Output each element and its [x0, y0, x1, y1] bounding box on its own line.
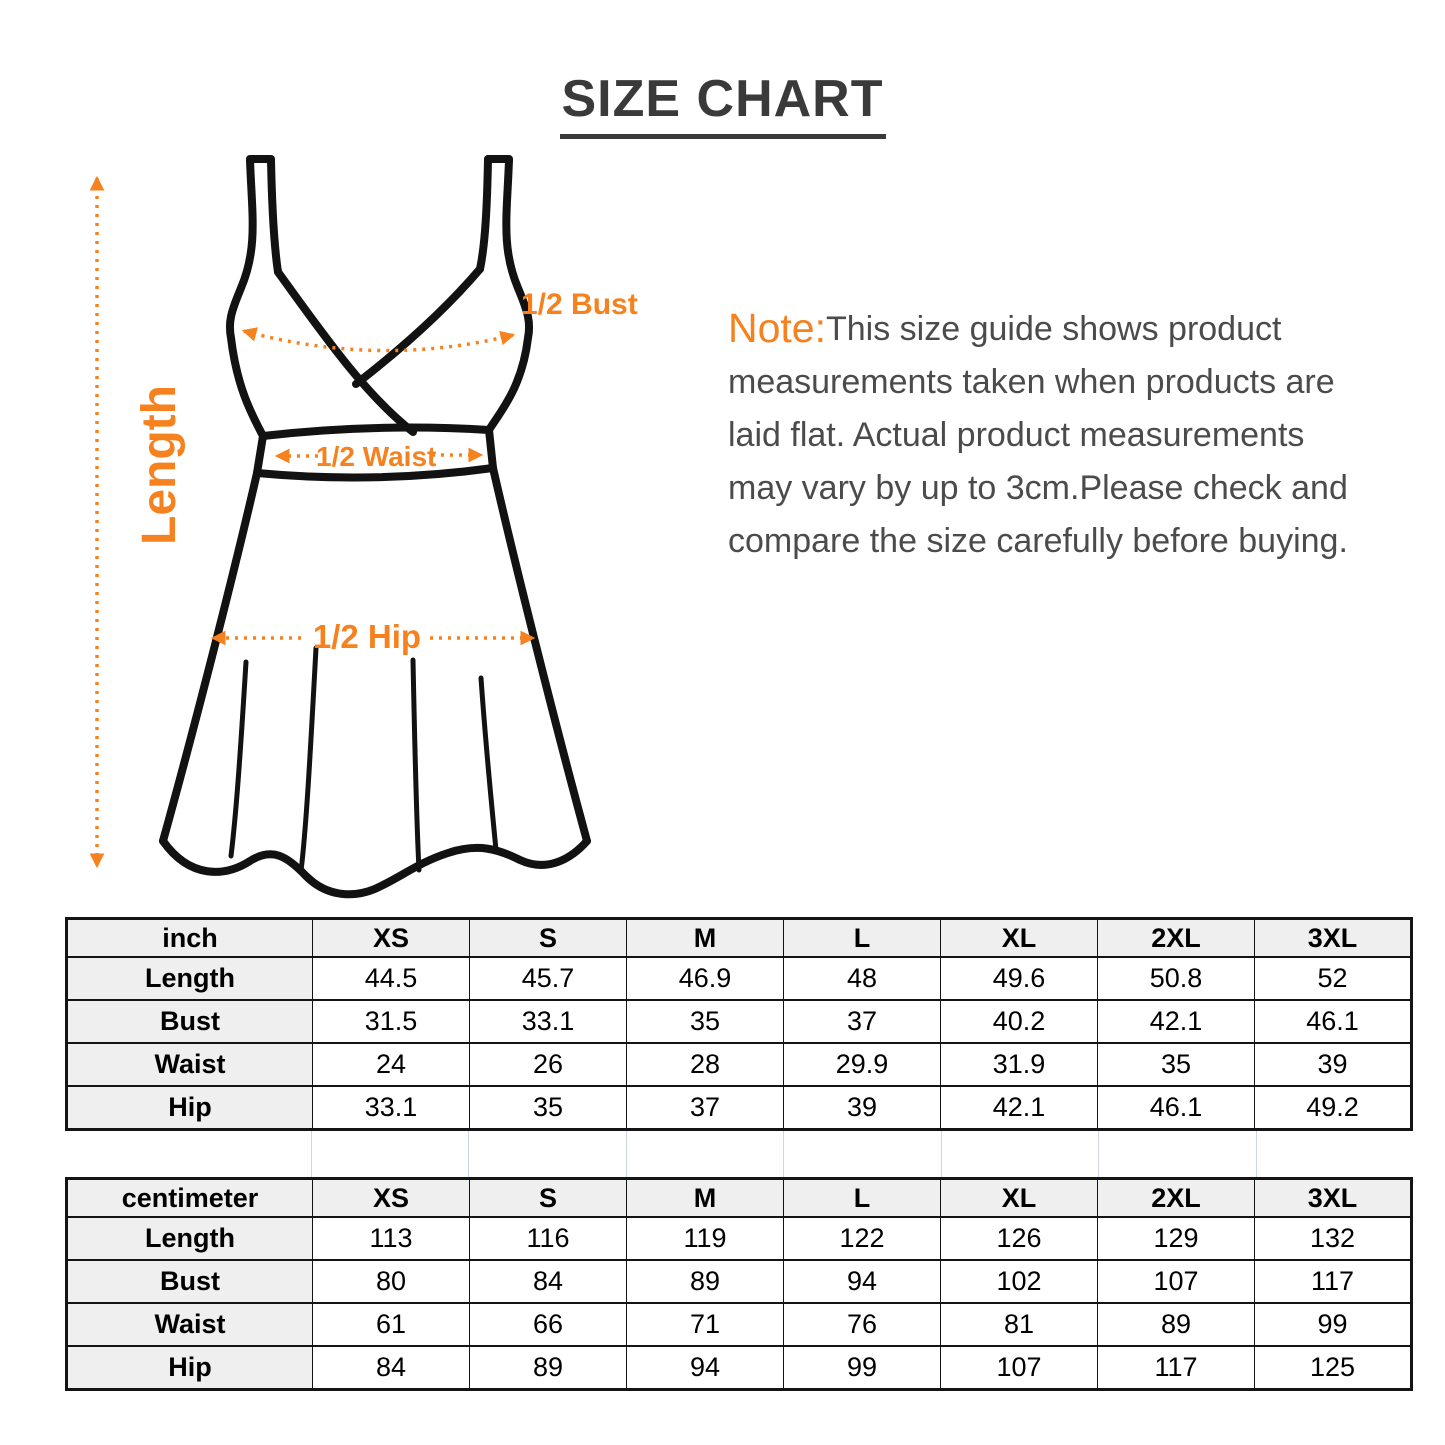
size-value-cell: 46.1: [1098, 1086, 1255, 1130]
measurement-row: [67, 957, 1412, 1000]
size-value-cell: 35: [470, 1086, 627, 1130]
size-value-cell: 39: [784, 1086, 941, 1130]
bust-label: 1/2 Bust: [521, 288, 638, 321]
measurement-row: [67, 1346, 1412, 1390]
dress-left-strap-outer: [230, 160, 263, 436]
size-value-cell: 80: [313, 1260, 470, 1303]
size-value-cell: 89: [1098, 1303, 1255, 1346]
size-column-header: XS: [313, 919, 470, 958]
length-label: Length: [133, 385, 186, 545]
row-label: Length: [67, 1217, 313, 1260]
size-value-cell: 52: [1255, 957, 1412, 1000]
table-header-row: [67, 919, 1412, 958]
size-value-cell: 42.1: [941, 1086, 1098, 1130]
size-value-cell: 102: [941, 1260, 1098, 1303]
size-column-header: L: [784, 1179, 941, 1218]
size-value-cell: 26: [470, 1043, 627, 1086]
measurement-row: [67, 1043, 1412, 1086]
size-column-header: XS: [313, 1179, 470, 1218]
size-value-cell: 46.9: [627, 957, 784, 1000]
table-header-row: [67, 1179, 1412, 1218]
size-value-cell: 89: [470, 1346, 627, 1390]
size-value-cell: 99: [784, 1346, 941, 1390]
size-column-header: 3XL: [1255, 919, 1412, 958]
size-value-cell: 117: [1098, 1346, 1255, 1390]
row-label: Hip: [67, 1346, 313, 1390]
size-value-cell: 49.6: [941, 957, 1098, 1000]
dress-waistband-top: [263, 428, 489, 436]
note-line: compare the size carefully before buying.: [728, 522, 1348, 560]
size-column-header: L: [784, 919, 941, 958]
size-column-header: S: [470, 1179, 627, 1218]
size-value-cell: 44.5: [313, 957, 470, 1000]
size-value-cell: 71: [627, 1303, 784, 1346]
hip-label: 1/2 Hip: [312, 618, 422, 655]
measurement-row: [67, 1260, 1412, 1303]
size-value-cell: 116: [470, 1217, 627, 1260]
size-column-header: XL: [941, 1179, 1098, 1218]
size-value-cell: 42.1: [1098, 1000, 1255, 1043]
size-value-cell: 122: [784, 1217, 941, 1260]
size-column-header: M: [627, 1179, 784, 1218]
size-value-cell: 107: [1098, 1260, 1255, 1303]
tables-section: [65, 917, 1413, 1391]
measurement-row: [67, 1303, 1412, 1346]
size-value-cell: 113: [313, 1217, 470, 1260]
waist-label: 1/2 Waist: [316, 441, 437, 472]
size-value-cell: 81: [941, 1303, 1098, 1346]
size-value-cell: 35: [1098, 1043, 1255, 1086]
size-value-cell: 31.5: [313, 1000, 470, 1043]
size-value-cell: 31.9: [941, 1043, 1098, 1086]
dress-waistband-right: [489, 430, 493, 468]
dress-waistband-left: [257, 436, 263, 473]
size-value-cell: 45.7: [470, 957, 627, 1000]
size-value-cell: 61: [313, 1303, 470, 1346]
row-label: Length: [67, 957, 313, 1000]
size-column-header: 2XL: [1098, 919, 1255, 958]
size-value-cell: 89: [627, 1260, 784, 1303]
size-value-cell: 46.1: [1255, 1000, 1412, 1043]
size-column-header: 2XL: [1098, 1179, 1255, 1218]
size-value-cell: 66: [470, 1303, 627, 1346]
size-value-cell: 29.9: [784, 1043, 941, 1086]
dress-right-strap-inner: [480, 160, 488, 269]
size-value-cell: 39: [1255, 1043, 1412, 1086]
dress-neckline-right: [356, 269, 480, 384]
row-label: Waist: [67, 1043, 313, 1086]
size-value-cell: 28: [627, 1043, 784, 1086]
dress-outline: [163, 159, 587, 894]
size-value-cell: 129: [1098, 1217, 1255, 1260]
size-value-cell: 126: [941, 1217, 1098, 1260]
size-value-cell: 117: [1255, 1260, 1412, 1303]
size-value-cell: 37: [627, 1086, 784, 1130]
size-value-cell: 76: [784, 1303, 941, 1346]
note-line: laid flat. Actual product measurements: [728, 416, 1305, 454]
size-table-centimeter: [65, 1177, 1413, 1391]
size-value-cell: 84: [470, 1260, 627, 1303]
note-line: may vary by up to 3cm.Please check and: [728, 469, 1348, 507]
note-text: This size guide shows product: [826, 310, 1282, 348]
size-value-cell: 35: [627, 1000, 784, 1043]
size-value-cell: 33.1: [313, 1086, 470, 1130]
size-column-header: M: [627, 919, 784, 958]
row-label: Waist: [67, 1303, 313, 1346]
size-value-cell: 50.8: [1098, 957, 1255, 1000]
note-prefix: Note:: [728, 305, 826, 351]
dress-hem: [163, 841, 587, 894]
size-column-header: XL: [941, 919, 1098, 958]
row-label: Hip: [67, 1086, 313, 1130]
row-label: Bust: [67, 1000, 313, 1043]
row-label: Bust: [67, 1260, 313, 1303]
measurement-row: [67, 1086, 1412, 1130]
size-value-cell: 119: [627, 1217, 784, 1260]
note-line: measurements taken when products are: [728, 363, 1335, 401]
table-gap: [65, 1131, 1413, 1177]
size-value-cell: 94: [627, 1346, 784, 1390]
size-value-cell: 132: [1255, 1217, 1412, 1260]
measurement-row: [67, 1000, 1412, 1043]
size-column-header: S: [470, 919, 627, 958]
note-line: [728, 303, 1418, 356]
dress-left-strap-inner: [271, 160, 278, 272]
unit-header-cell: inch: [67, 919, 313, 958]
unit-header-cell: centimeter: [67, 1179, 313, 1218]
size-value-cell: 40.2: [941, 1000, 1098, 1043]
page-title: SIZE CHART: [560, 72, 886, 139]
measurement-row: [67, 1217, 1412, 1260]
size-value-cell: 24: [313, 1043, 470, 1086]
title-wrap: [0, 72, 1445, 139]
dress-pleats: [231, 648, 496, 871]
size-value-cell: 107: [941, 1346, 1098, 1390]
size-value-cell: 99: [1255, 1303, 1412, 1346]
size-table-inch: [65, 917, 1413, 1131]
size-column-header: 3XL: [1255, 1179, 1412, 1218]
size-value-cell: 37: [784, 1000, 941, 1043]
size-value-cell: 94: [784, 1260, 941, 1303]
size-value-cell: 84: [313, 1346, 470, 1390]
size-value-cell: 49.2: [1255, 1086, 1412, 1130]
size-value-cell: 48: [784, 957, 941, 1000]
dress-skirt-right: [493, 468, 587, 841]
bust-arrow: [244, 331, 513, 351]
size-value-cell: 33.1: [470, 1000, 627, 1043]
note-block: [728, 303, 1418, 568]
size-value-cell: 125: [1255, 1346, 1412, 1390]
